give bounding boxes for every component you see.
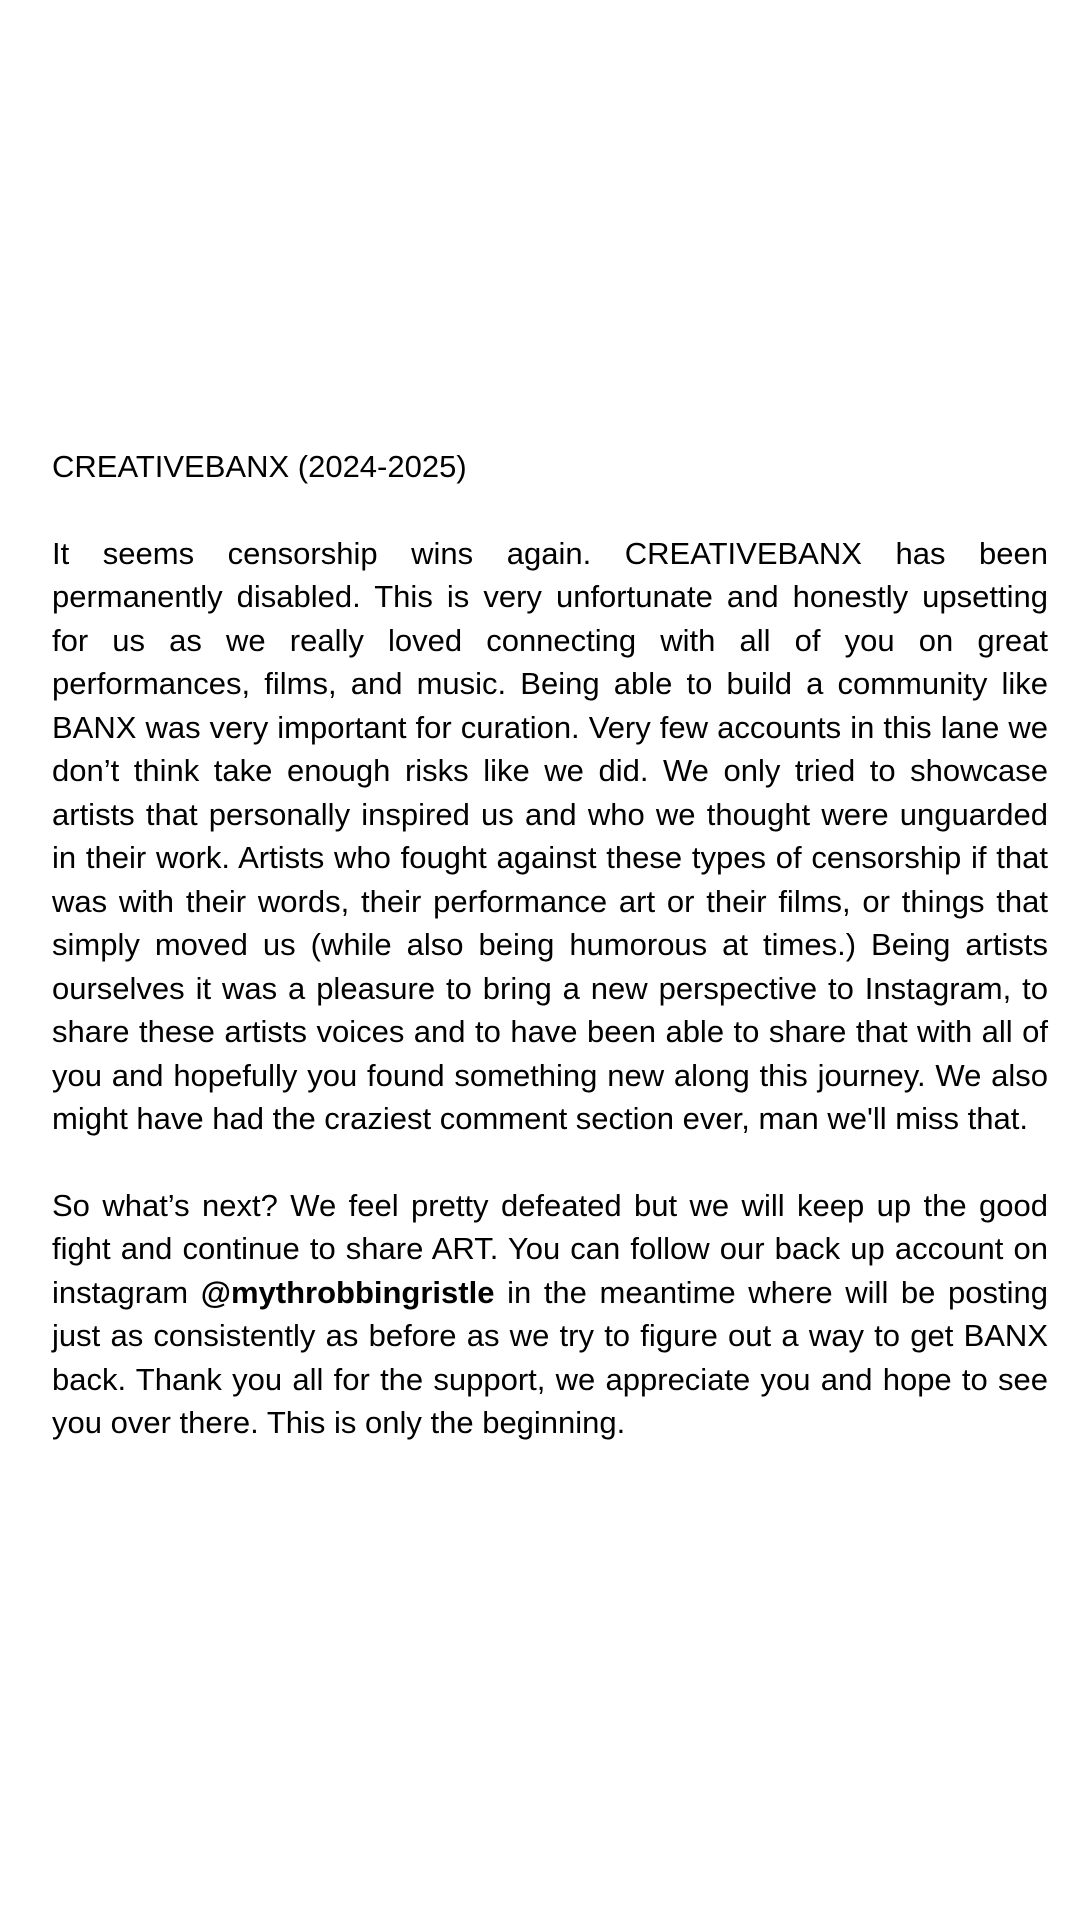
paragraph-whats-next [52,1184,1048,1445]
instagram-handle: @mythrobbingristle [200,1274,495,1310]
paragraph-announcement: It seems censorship wins again. CREATIVEBANX has been permanently disabled. This is very unfortunate and honestly upsetting for us as we really loved connecting with all of you on great performances, films, and music. Being able to build a community like BANX was very important for curation. Very few accounts in this lane we don’t think take enough risks like we did. We only tried to showcase artists that personally inspired us and who we thought were unguarded in their work. Artists who fought against these types of censorship if that was with their words, their performance art or their films, or things that simply moved us (while also being humorous at times.) Being artists ourselves it was a pleasure to bring a new perspective to Instagram, to share these artists voices and to have been able to share that with all of you and hopefully you found something new along this journey. We also might have had the craziest comment section ever, man we'll miss that. [52,535,1048,1136]
paragraph-whats-next-text-start: So what’s next? We feel pretty defeated but we will keep up the good fight and continue to share ART. You can follow our back up account on instagram [52,1187,1048,1310]
paragraph-whats-next-text-end: in the meantime where will be posting just as consistently as before as we try to figure out a way to get BANX back. Thank you all for the support, we appreciate you and hope to see you over there. This is only the beginning. [52,1274,1048,1440]
document-title: CREATIVEBANX (2024-2025) [52,449,467,484]
statement-document [52,445,1048,1488]
